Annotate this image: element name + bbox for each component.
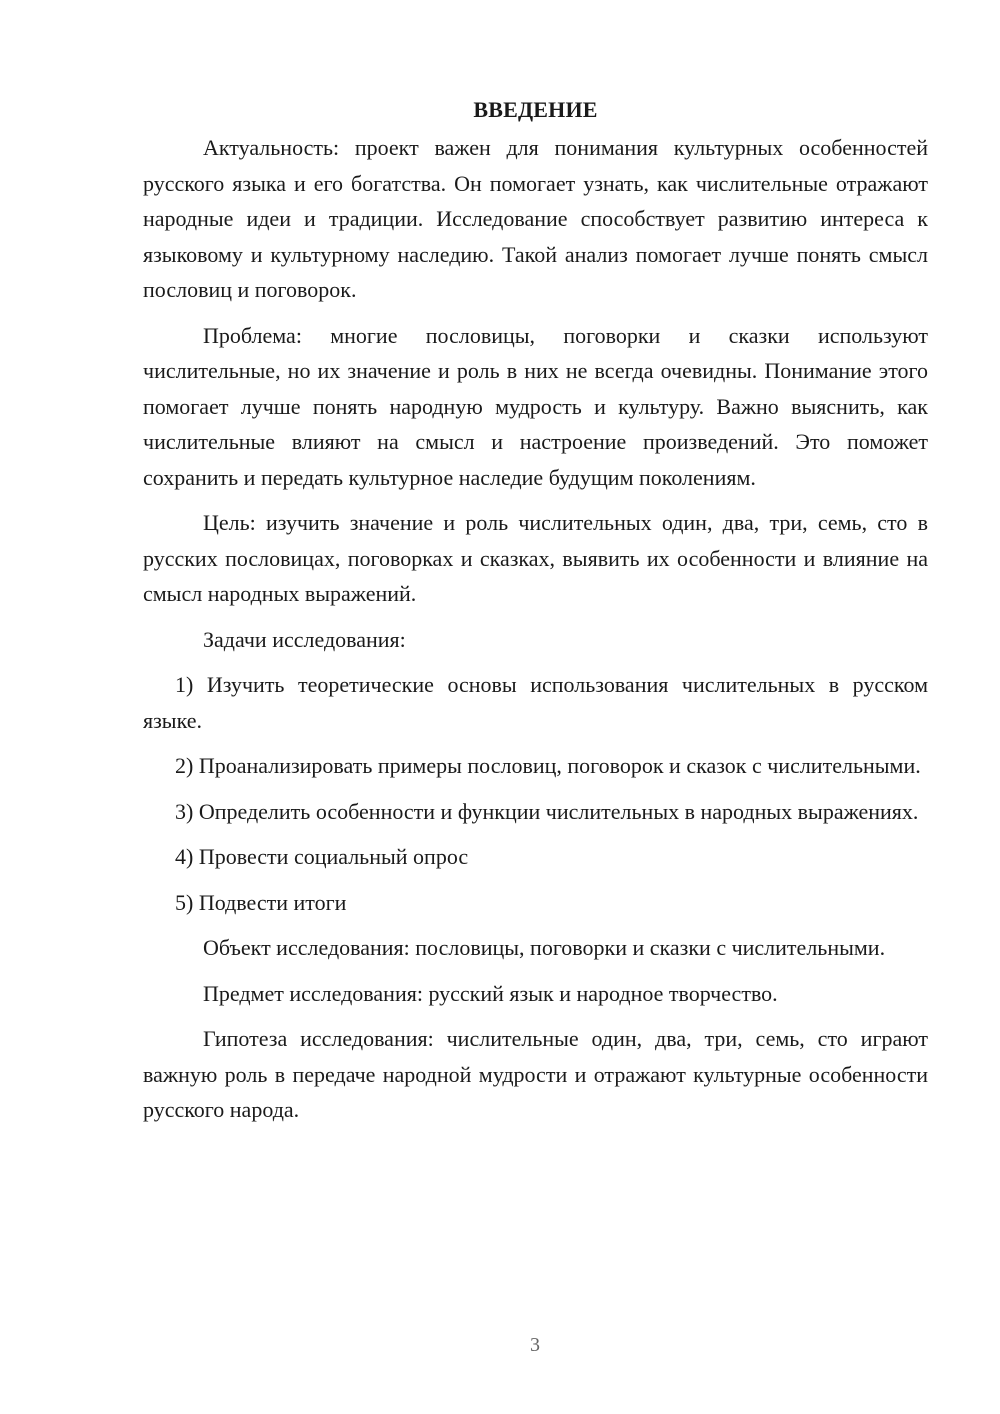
subject-paragraph: Предмет исследования: русский язык и народное творчество. [203,980,778,1006]
task-item-2: 2) Проанализировать примеры пословиц, поговорок и сказок с числительными. [175,753,921,778]
hypothesis-paragraph: Гипотеза исследования: числительные один, два, три, семь, сто играют важную роль в передаче народной мудрости и отражают культурные особенности русского народа. [143,1026,928,1122]
goal-paragraph: Цель: изучить значение и роль числительных один, два, три, семь, сто в русских пословицах, поговорках и сказках, выявить их особенности и влияние на смысл народных выражений. [143,510,928,606]
page-number: 3 [530,1334,540,1356]
tasks-heading: Задачи исследования: [203,626,406,652]
problem-paragraph: Проблема: многие пословицы, поговорки и сказки используют числительные, но их значение и роль в них не всегда очевидны. Понимание этого помогает лучше понять народную мудрость и культуру. Важно выяснить, как числительные влияют на смысл и настроение произведений. Это поможет сохранить и передать культурное наследие будущим поколениям. [143,322,928,490]
task-item-5: 5) Подвести итоги [175,889,347,915]
relevance-paragraph: Актуальность: проект важен для понимания культурных особенностей русского языка и его богатства. Он помогает узнать, как числительные отражают народные идеи и традиции. Исследование способствует развитию интереса к языковому и культурному наследию. Такой анализ помогает лучше понять смысл пословиц и поговорок. [143,135,928,302]
page-content [143,95,928,1128]
task-item-4: 4) Провести социальный опрос [175,844,469,869]
task-item-3: 3) Определить особенности и функции числительных в народных выражениях. [175,798,919,824]
page-title: ВВЕДЕНИЕ [473,97,598,122]
object-paragraph: Объект исследования: пословицы, поговорки и сказки с числительными. [203,935,886,960]
task-item-1: 1) Изучить теоретические основы использования числительных в русском языке. [143,672,928,733]
